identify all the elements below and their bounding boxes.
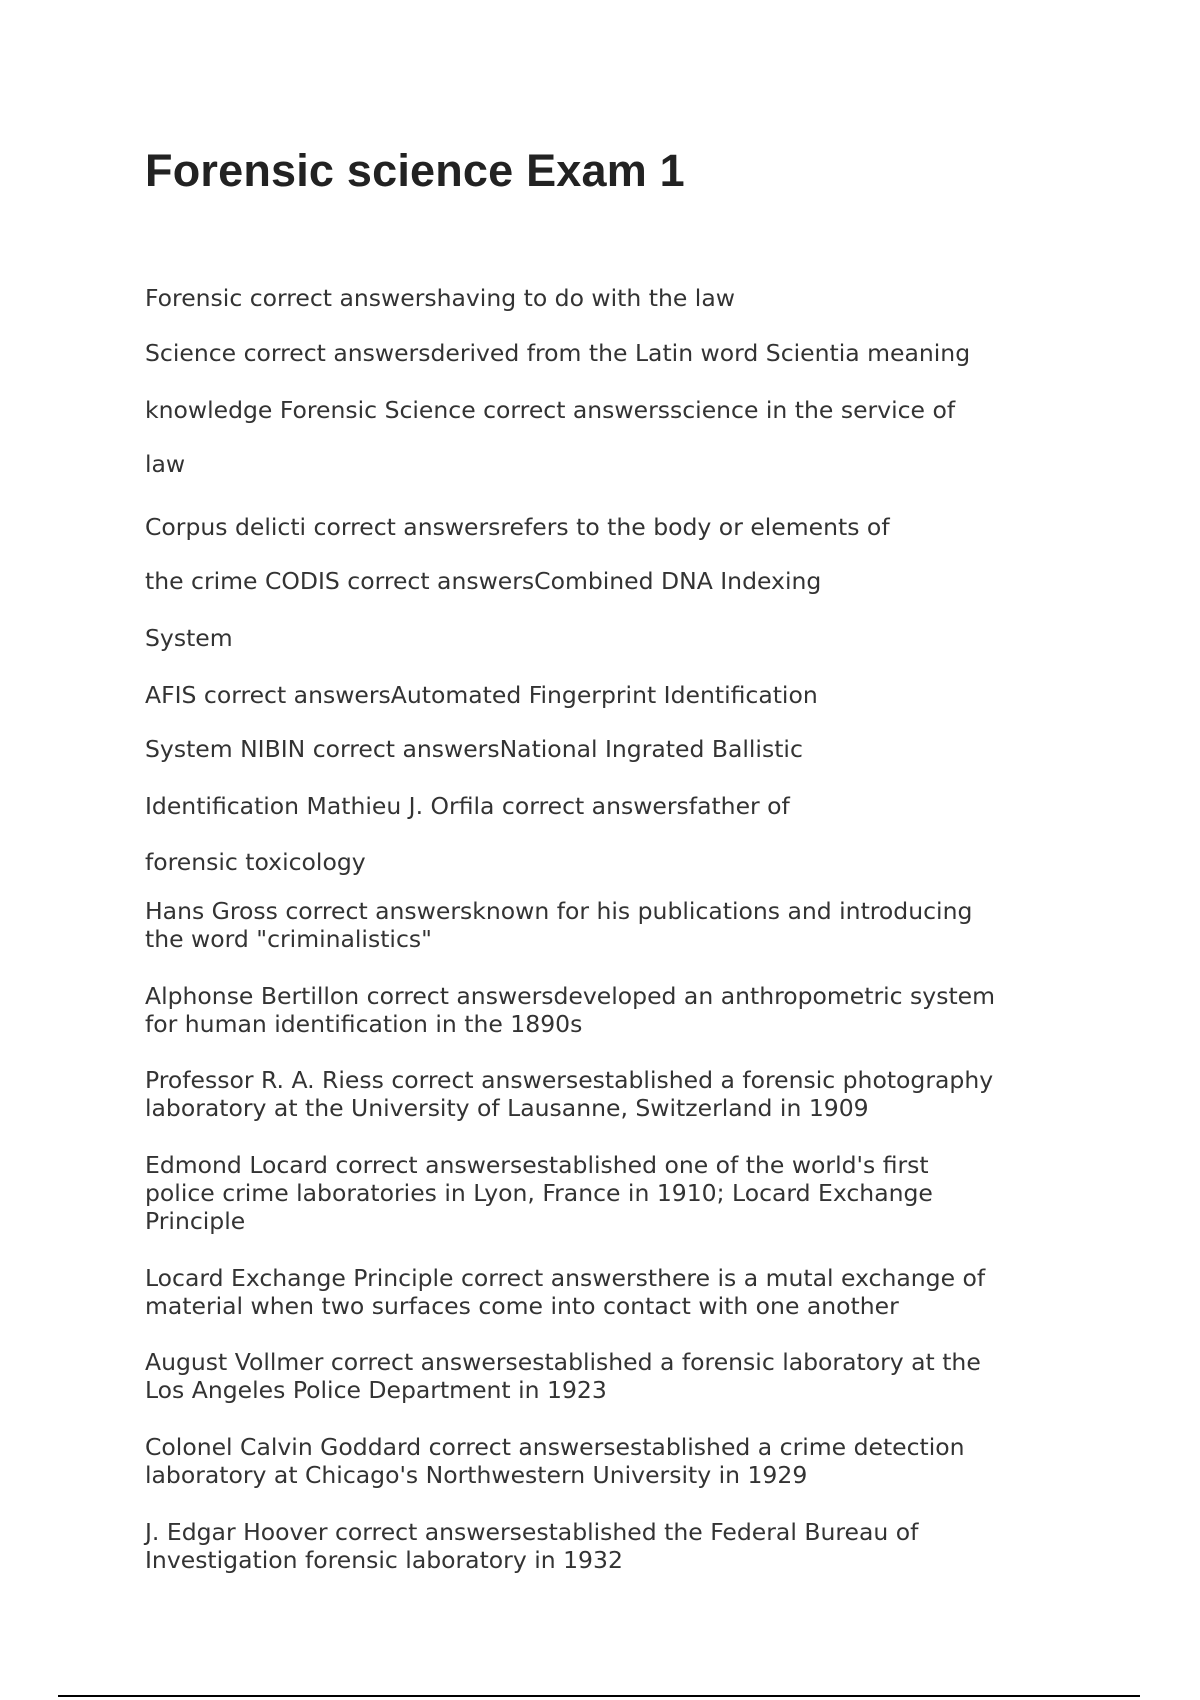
paragraph-line: Locard Exchange Principle correct answersthere is a mutal exchange of: [145, 1264, 986, 1292]
paragraph-line: Hans Gross correct answersknown for his publications and introducing: [145, 897, 973, 925]
text-line: System: [145, 624, 233, 652]
page-title: Forensic science Exam 1: [145, 145, 685, 196]
paragraph-line: August Vollmer correct answersestablished a forensic laboratory at the: [145, 1348, 981, 1376]
paragraph-line: material when two surfaces come into contact with one another: [145, 1292, 899, 1320]
text-line: the crime CODIS correct answersCombined DNA Indexing: [145, 567, 822, 595]
text-line: knowledge Forensic Science correct answersscience in the service of: [145, 396, 956, 424]
definition-paragraph: [145, 897, 1025, 953]
text-line: Forensic correct answershaving to do with the law: [145, 284, 735, 312]
paragraph-line: police crime laboratories in Lyon, France in 1910; Locard Exchange: [145, 1179, 933, 1207]
paragraph-line: Investigation forensic laboratory in 1932: [145, 1546, 623, 1574]
footer-divider: [58, 1695, 1140, 1697]
text-line: AFIS correct answersAutomated Fingerprint Identification: [145, 681, 818, 709]
paragraph-line: Edmond Locard correct answersestablished one of the world's first: [145, 1151, 929, 1179]
definition-paragraph: [145, 982, 1025, 1038]
definition-paragraph: [145, 1518, 1025, 1574]
paragraph-line: laboratory at the University of Lausanne, Switzerland in 1909: [145, 1094, 869, 1122]
text-line: Identification Mathieu J. Orfila correct answersfather of: [145, 792, 790, 820]
paragraph-line: the word "criminalistics": [145, 925, 432, 953]
paragraph-line: Los Angeles Police Department in 1923: [145, 1376, 607, 1404]
definition-paragraph: [145, 1151, 1025, 1235]
text-line: law: [145, 450, 186, 478]
text-line: Science correct answersderived from the Latin word Scientia meaning: [145, 339, 971, 367]
paragraph-line: Colonel Calvin Goddard correct answersestablished a crime detection: [145, 1433, 965, 1461]
paragraph-line: Alphonse Bertillon correct answersdeveloped an anthropometric system: [145, 982, 996, 1010]
definition-paragraph: [145, 1066, 1025, 1122]
definition-paragraph: [145, 1264, 1025, 1320]
paragraph-line: laboratory at Chicago's Northwestern University in 1929: [145, 1461, 808, 1489]
definition-paragraph: [145, 1433, 1025, 1489]
paragraph-line: J. Edgar Hoover correct answersestablished the Federal Bureau of: [145, 1518, 919, 1546]
definition-paragraph: [145, 1348, 1025, 1404]
paragraph-line: Principle: [145, 1207, 246, 1235]
text-line: Corpus delicti correct answersrefers to the body or elements of: [145, 513, 890, 541]
paragraph-line: Professor R. A. Riess correct answersestablished a forensic photography: [145, 1066, 994, 1094]
paragraph-line: for human identification in the 1890s: [145, 1010, 583, 1038]
text-line: forensic toxicology: [145, 848, 366, 876]
text-line: System NIBIN correct answersNational Ingrated Ballistic: [145, 735, 803, 763]
